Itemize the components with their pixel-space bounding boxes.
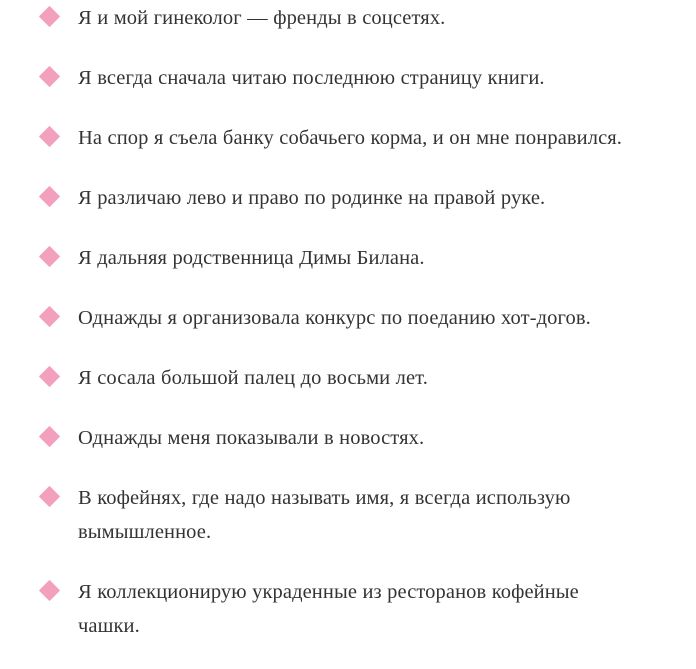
list-item-text: Я коллекционирую украденные из ресторанов кофейные чашки. <box>78 581 579 637</box>
list-item <box>0 481 696 549</box>
list-item-text: На спор я съела банку собачьего корма, и он мне понравился. <box>78 127 623 149</box>
diamond-bullet-icon <box>39 126 60 147</box>
list-item <box>0 121 696 155</box>
list-item <box>0 61 696 95</box>
diamond-bullet-icon <box>39 366 60 387</box>
list-item-text: Однажды я организовала конкурс по поеданию хот-догов. <box>78 307 591 329</box>
diamond-bullet-icon <box>39 306 60 327</box>
list-item <box>0 301 696 335</box>
diamond-bullet-icon <box>39 486 60 507</box>
diamond-bullet-icon <box>39 246 60 267</box>
list-item <box>0 241 696 275</box>
list-item-text: Я различаю лево и право по родинке на правой руке. <box>78 187 546 209</box>
list-item <box>0 1 696 35</box>
list-item-text: В кофейнях, где надо называть имя, я всегда использую вымышленное. <box>78 487 571 543</box>
list-item <box>0 361 696 395</box>
list-item <box>0 421 696 455</box>
list-item <box>0 575 696 643</box>
diamond-bullet-icon <box>39 426 60 447</box>
list-item-text: Я всегда сначала читаю последнюю страницу книги. <box>78 67 545 89</box>
diamond-bullet-icon <box>39 6 60 27</box>
list-item-text: Я и мой гинеколог — френды в соцсетях. <box>78 7 446 29</box>
list-item-text: Я дальняя родственница Димы Билана. <box>78 247 425 269</box>
diamond-bullet-icon <box>39 186 60 207</box>
list-item-text: Я сосала большой палец до восьми лет. <box>78 367 428 389</box>
list-item-text: Однажды меня показывали в новостях. <box>78 427 425 449</box>
diamond-bullet-icon <box>39 580 60 601</box>
list-item <box>0 181 696 215</box>
diamond-bullet-icon <box>39 66 60 87</box>
